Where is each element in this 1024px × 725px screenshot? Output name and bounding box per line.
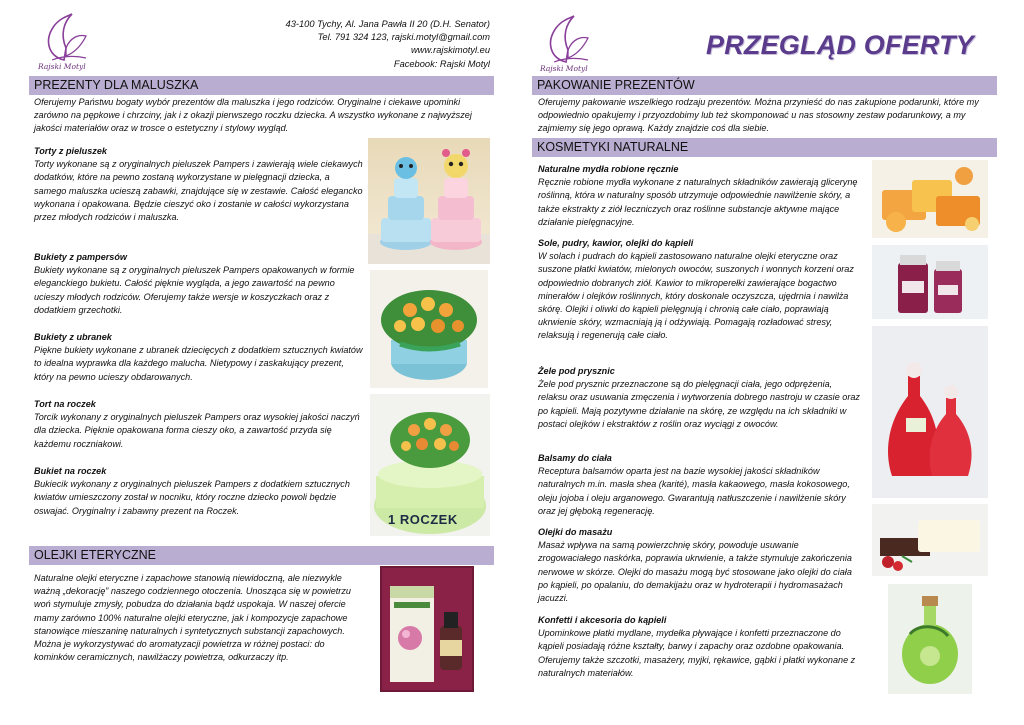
- item-body-balms: [538, 452, 863, 518]
- item-title: Sole, pudry, kawior, olejki do kąpieli: [538, 238, 694, 248]
- photo-pampers-bouquet: [370, 270, 488, 388]
- item-body: Torty wykonane są z oryginalnych pieluszek Pampers i zawierają wiele ciekawych dodatków, które na pewno zostaną wykorzystane w pielęgnacji dziecka, a samego maluszka ucieszą zabawki, znajdujące się w zestawie. Całość elegancko wykonana i opakowana. Będzie cieszyć oko i zostanie w całości wykorzystana przez młodych rodziców i maluszka.: [34, 159, 363, 223]
- photo-body-balms: [872, 504, 988, 576]
- item-body: Upominkowe płatki mydlane, mydełka pływające i konfetti przeznaczone do kąpieli posiadają różne kształty, barwy i zapachy oraz ozdobne opakowania. Oferujemy także szczotki, masażery, myjki, rękawice, gąbki i płatki wykonane z naturalnych materiałów.: [538, 628, 856, 678]
- butterfly-logo-icon: [38, 10, 94, 66]
- item-title: Tort na roczek: [34, 399, 96, 409]
- item-title: Bukiety z ubranek: [34, 332, 112, 342]
- baby-gifts-intro: Oferujemy Państwu bogaty wybór prezentów dla maluszka i jego rodziców. Oryginalne i ciekawe upominki zarówno na pępkowe i chrzciny, jak i z okazji pierwszego roczku dziecka. A wszystko wykonane z najwyższej jakości materiałów oraz w trosce o estetyczny i stylowy wygląd.: [34, 97, 472, 134]
- item-pampers-bouquets: [34, 251, 364, 317]
- logo-left: [38, 10, 94, 76]
- item-body: Żele pod prysznic przeznaczone są do pielęgnacji ciała, jego odprężenia, relaksu oraz usuwania zmęczenia i wytworzenia dobrego nastroju w czasie oraz po kąpieli. Mają pozytywne działanie na skórę, ze względu na ich składniki w postaci olejków i ekstraktów z roślin oraz wyciągi z owoców.: [538, 379, 860, 429]
- item-title: Torty z pieluszek: [34, 146, 107, 156]
- item-body: W solach i pudrach do kąpieli zastosowano naturalne olejki eteryczne oraz suszone płatki kwiatów, mielonych owoców, suszonych i wonnych korzeni oraz odpowiednio dobranych ziół. Kawior to mikroperełki zawierające bogactwo minerałów i olejków roślinnych, który doskonale oczyszcza, ujędrnia i nawilża skórę. Olejki i oliwki do kąpieli pielęgnują i chronią całe ciało, poprawiają ukrwienie skóry, wzmacniają ją i odżywiają. Pomagają rozładować stresy, relaksują i regenerują całe ciało.: [538, 251, 854, 341]
- item-body: Receptura balsamów oparta jest na bazie wysokiej jakości składników naturalnych m.in. masła shea (karité), masła kakaowego, masła kokosowego, oleju jojoba i oleju arganowego. Gwarantują natłuszczenie i nawilżenie skóry oraz jej głęboką regenerację.: [538, 466, 850, 516]
- contact-phone-email: Tel. 791 324 123, rajski.motyl@gmail.com: [317, 32, 490, 43]
- photo-bath-salts: [872, 245, 988, 319]
- item-birthday-cake: [34, 398, 364, 451]
- item-title: Konfetti i akcesoria do kąpieli: [538, 615, 667, 625]
- item-body: Bukiety wykonane są z oryginalnych pieluszek Pampers opakowanych w formie eleganckiego bukietu. Całość pięknie wygląda, a jego zawartość na pewno ucieszy młodych rodziców. Oferujemy także wersje w koszyczkach oraz z dodatkiem grzechotki.: [34, 265, 355, 315]
- item-shower-gels: [538, 365, 863, 431]
- item-diaper-cakes: [34, 145, 364, 224]
- item-body: Piękne bukiety wykonane z ubranek dziecięcych z dodatkiem sztucznych kwiatów to idealna wyprawka dla każdego malucha. Nietypowy i zaskakujący prezent, który na pewno ucieszy obdarowanych.: [34, 345, 363, 382]
- contact-address: 43-100 Tychy, Al. Jana Pawła II 20 (D.H. Senator): [285, 19, 490, 29]
- contact-website[interactable]: www.rajskimotyl.eu: [410, 45, 490, 56]
- photo-birthday-cake: [370, 394, 490, 536]
- logo-right: [540, 12, 596, 78]
- photo-shower-gels: [872, 326, 988, 498]
- item-clothes-bouquets: [34, 331, 364, 384]
- photo-soaps: [872, 160, 988, 238]
- butterfly-logo-icon: [540, 12, 596, 68]
- section-heading-natural-cosmetics: KOSMETYKI NATURALNE: [532, 138, 997, 157]
- photo-diaper-cakes: [368, 138, 490, 264]
- item-massage-oils: [538, 526, 863, 605]
- contact-facebook[interactable]: Facebook: Rajski Motyl: [393, 58, 490, 69]
- photo-essential-oils: [380, 566, 474, 692]
- item-body: Torcik wykonany z oryginalnych pieluszek Pampers oraz wysokiej jakości naczyń dla dziecka. Pięknie opakowana forma cieszy oko, a zawartość przyda się każdemu roczniakowi.: [34, 412, 360, 449]
- photo-bath-confetti: [888, 584, 972, 694]
- logo-text: Rajski Motyl: [38, 62, 86, 71]
- contact-info: [286, 18, 490, 71]
- item-title: Bukiety z pampersów: [34, 252, 127, 262]
- item-title: Naturalne mydła robione ręcznie: [538, 164, 679, 174]
- item-title: Balsamy do ciała: [538, 453, 612, 463]
- item-body: Masaż wpływa na samą powierzchnię skóry, powoduje usuwanie zrogowaciałego naskórka, poprawia ukrwienie, a także stymuluje zakończenia nerwowe w skórze. Olejki do masażu mogą być stosowane jako olejki do ciała po kąpieli, po opalaniu, do demakijażu oraz w hydroterapii i hydromasażach jacuzzi.: [538, 540, 852, 604]
- cake-label: 1 ROCZEK: [388, 512, 458, 527]
- logo-text: Rajski Motyl: [540, 64, 588, 73]
- item-body: Bukiecik wykonany z oryginalnych pieluszek Pampers z dodatkiem sztucznych kwiatów umieszczony został w nocniku, który roczne dziecko powoli będzie oswajać. Oryginalny i zabawny prezent na Roczek.: [34, 479, 350, 516]
- page-title: PRZEGLĄD OFERTY: [706, 30, 975, 60]
- section-heading-baby-gifts: PREZENTY DLA MALUSZKA: [29, 76, 494, 95]
- item-title: Olejki do masażu: [538, 527, 613, 537]
- item-birthday-bouquet: [34, 465, 364, 518]
- item-title: Żele pod prysznic: [538, 366, 615, 376]
- gift-wrapping-text: Oferujemy pakowanie wszelkiego rodzaju prezentów. Można przynieść do nas zakupione podarunki, które my odpowiednio opakujemy i przyozdobimy lub też skomponować u nas stosowny zestaw podarunkowy, a my zajmiemy się jego oprawą. Każdy znajdzie coś dla siebie.: [538, 97, 979, 134]
- item-body: Ręcznie robione mydła wykonane z naturalnych składników zawierają glicerynę roślinną, która w naturalny sposób utrzymuje odpowiednie nawilżenie skóry, a także ekstrakty z ziół leczniczych oraz roślinne substancje aktywne mające działanie pielęgnacyjne.: [538, 177, 858, 227]
- item-bath-salts: [538, 237, 863, 343]
- item-handmade-soaps: [538, 163, 863, 229]
- item-title: Bukiet na roczek: [34, 466, 107, 476]
- essential-oils-text: Naturalne olejki eteryczne i zapachowe stanowią niewidoczną, ale niezwykle ważną „dekorację” naszego codziennego otoczenia. Unosząca się w powietrzu woń stymuluje zmysły, pobudza do działania bądź uspokaja. W naszej ofercie mamy zarówno 100% naturalne olejki eteryczne, jak i kompozycje zapachowe stanowiące mieszaninę naturalnych i syntetycznych substancji zapachowych. Można je wykorzystywać do aromatyzacji powietrza w różnej postaci: do kominków ceramicznych, nawilżaczy powietrza, odkurzaczy itp.: [34, 573, 351, 663]
- section-heading-gift-wrapping: PAKOWANIE PREZENTÓW: [532, 76, 997, 95]
- section-heading-essential-oils: OLEJKI ETERYCZNE: [29, 546, 494, 565]
- item-bath-confetti: [538, 614, 863, 680]
